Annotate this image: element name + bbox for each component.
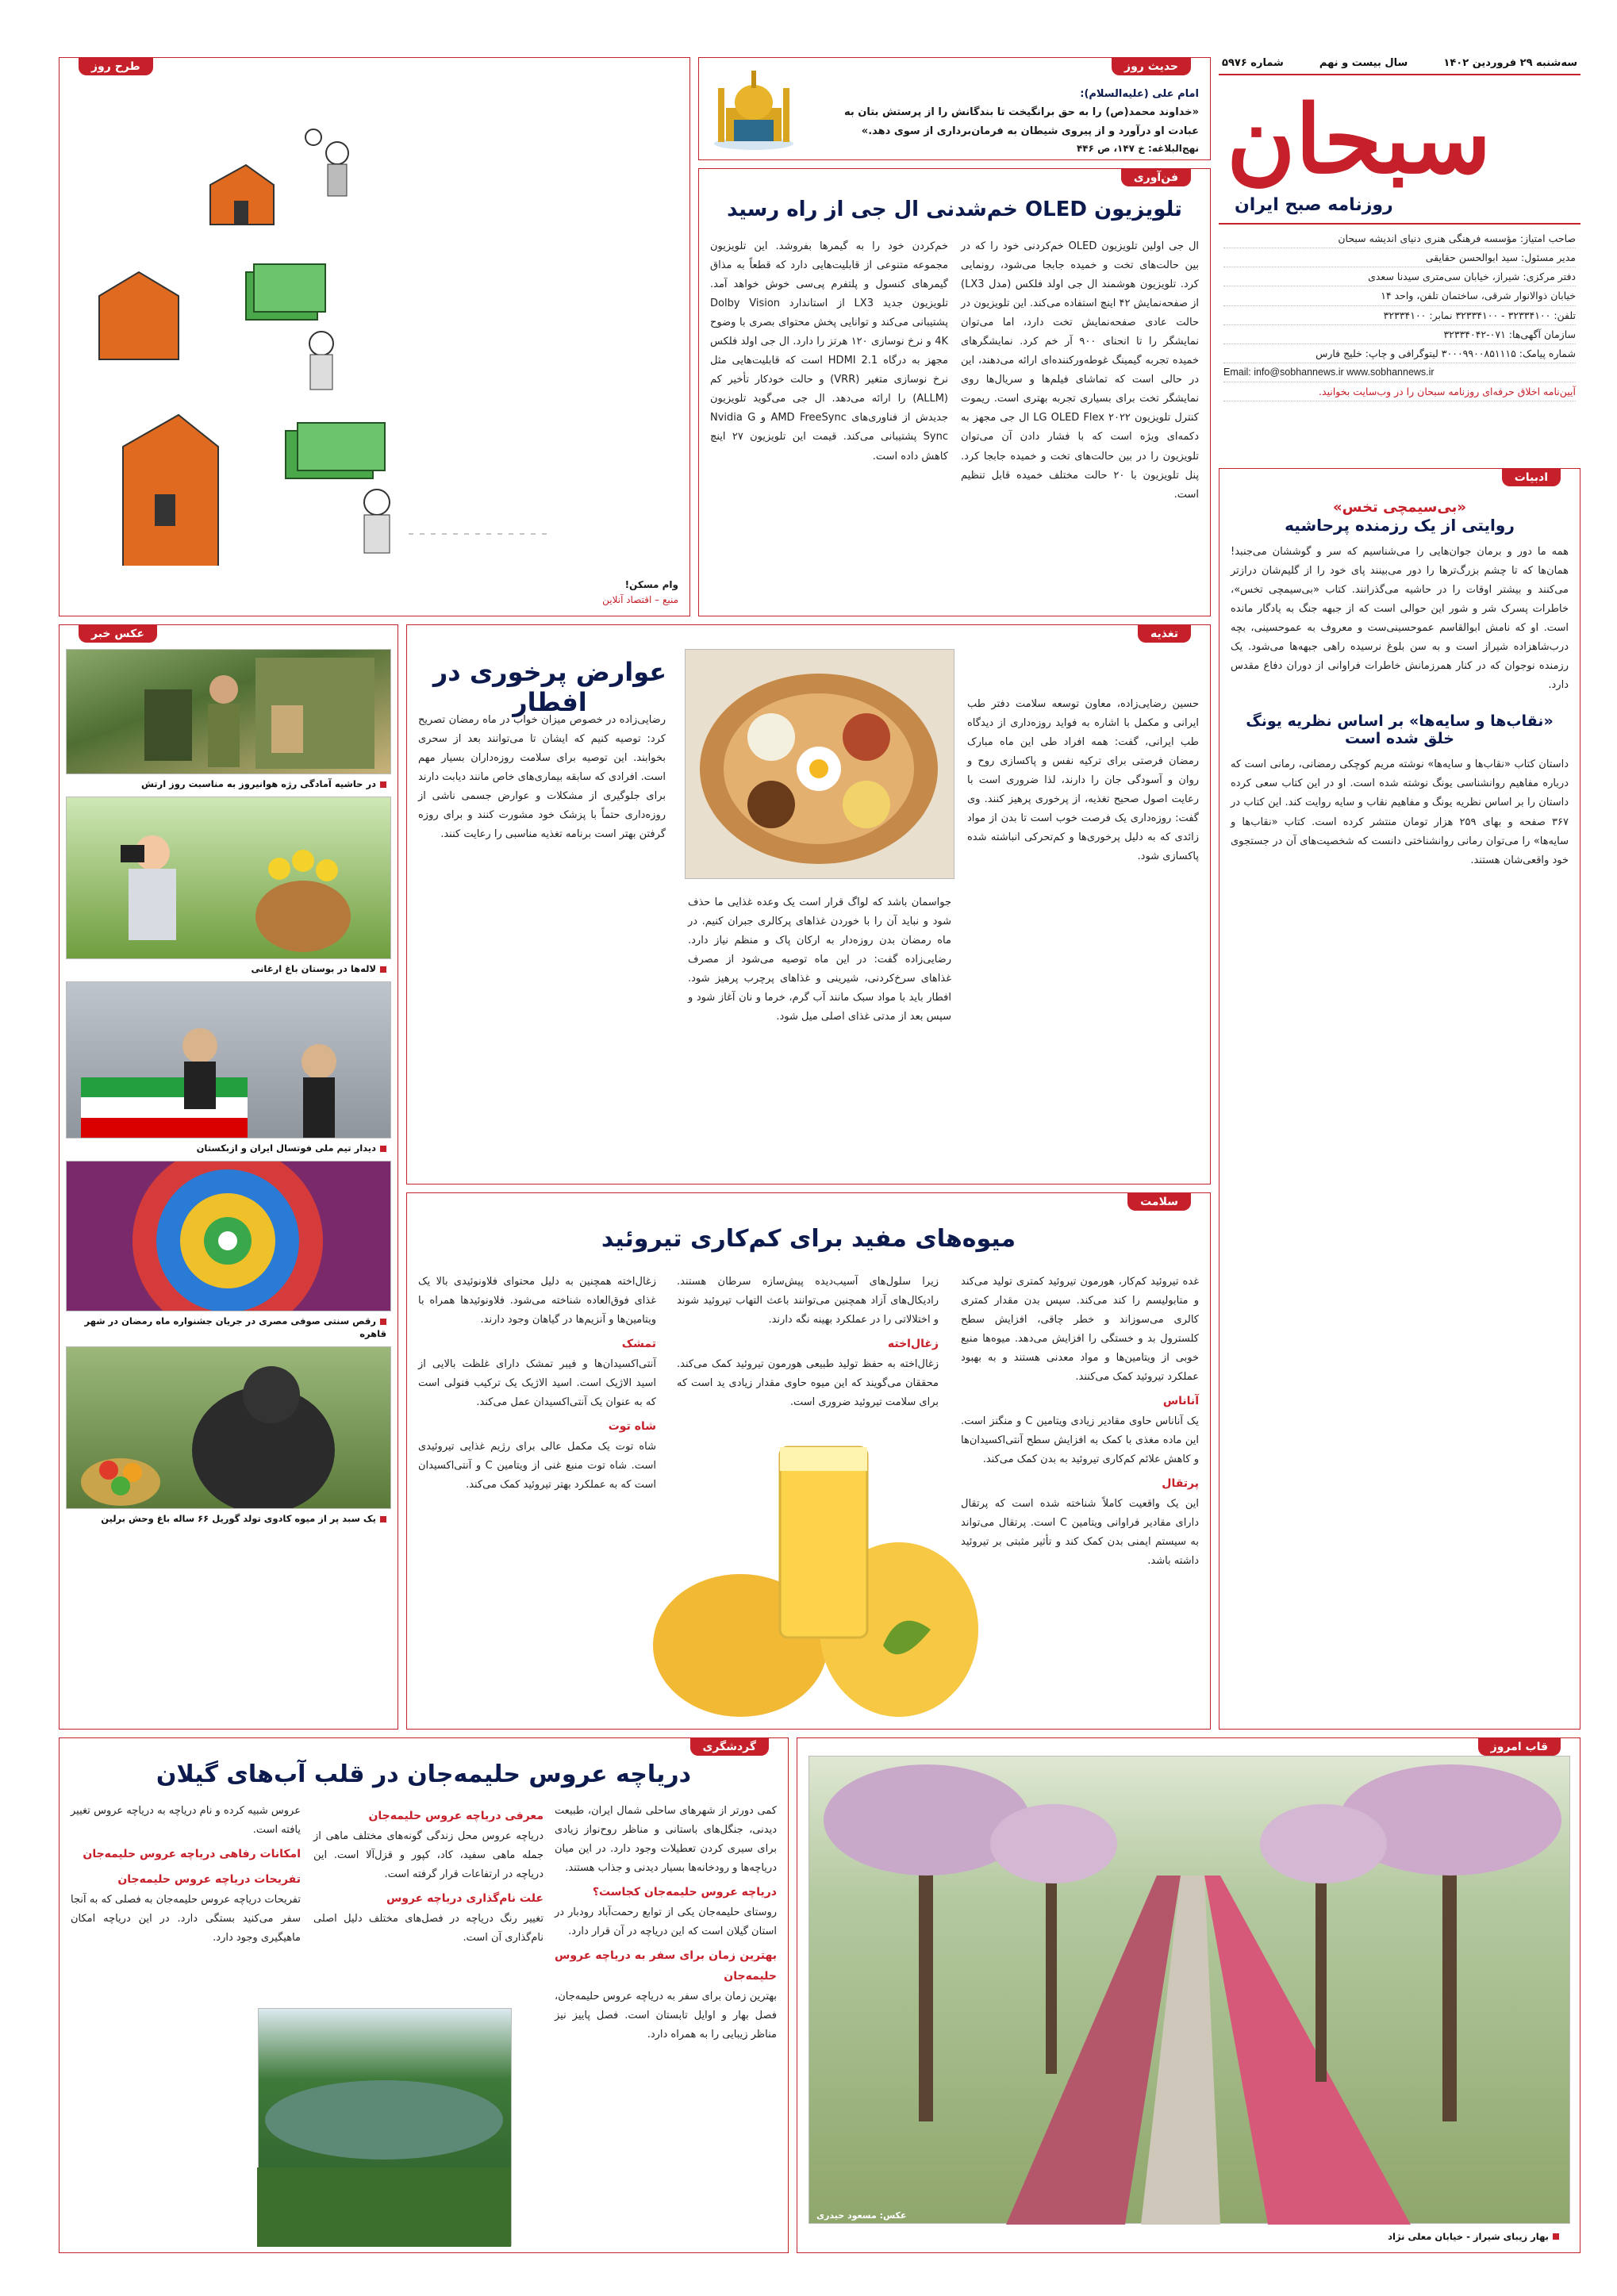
cartoon-image — [75, 90, 678, 566]
hadith-author: امام علی (علیه‌السلام): — [1080, 88, 1199, 100]
tech-col2: خم‌کردن خود را به گیمرها بفروشد. این تلویزیون مجموعه متنوعی از قابلیت‌هایی دارد که قطعاً به مذاق گیمرهای کنسول و پلتفرم پی‌سی خوش خواهد آمد. تلویزیون جدید LX3 از استاندارد Dolby Vision پشتیبانی می‌کند و توانایی پخش محتوای بصری با وضوح 4K و نرخ نوسازی ۱۲۰ هرتز را دارد. ال جی اولد فلکس مجهز به درگاه HDMI 2.1 است که قابلیت‌هایی مثل نرخ نوسازی متغیر (VRR) و حالت خودکار تأخیر کم (ALLM) را ارائه می‌دهد. ال جی می‌گوید تلویزیون جدیدش از فناوری‌های AMD FreeSync و Nvidia G Sync پشتیبانی می‌کند. قیمت این تلویزیون ۲۷ اینچ کاهش داده است. — [710, 240, 949, 463]
ghaza-tag: تغذیه — [1138, 625, 1191, 643]
tech-box — [698, 168, 1211, 616]
photo-futsal — [66, 981, 391, 1138]
salamat-sub5: شاه توت — [608, 1420, 656, 1434]
aks-caption-4: رقص سنتی صوفی مصری در جریان جشنواره ماه رمضان در شهر قاهره — [66, 1311, 391, 1346]
info-line: تلفن: ۳۲۳۳۴۱۰۰ - ۳۲۳۳۴۱۰۰ نمابر: ۳۲۳۳۴۱۰۰ — [1223, 306, 1576, 325]
info-line: صاحب امتیاز: مؤسسه فرهنگی هنری دنیای اندیشه سبحان — [1223, 229, 1576, 248]
tech-col1: ال جی اولین تلویزیون OLED خم‌کردنی خود را که در بین حالت‌های تخت و خمیده جابجا می‌شود، رونمایی کرد. تلویزیون هوشمند ال جی اولد فلکس (مدل LX3) از صفحه‌نمایش ۴۲ اینچ استفاده می‌کند. این تلویزیون در حالت عادی صفحه‌نمایش تخت دارد، اما می‌توان نمایشگر را تا انحنای ۹۰۰ آر خم کرد. نمایشگرهای خمیده تجربه گیمینگ غوطه‌ورکننده‌ای ارائه می‌دهند، این در حالی است که تماشای فیلم‌ها و سریال‌ها روی نمایشگر تخت برای بسیاری تجربه بهتری است. ریموت کنترل تلویزیون LG OLED Flex ۲۰۲۲ ال جی مجهز به دکمه‌ای ویژه است که با فشار دادن آن می‌توان تلویزیون را در بین حالت‌های تخت و خمیده جابجا کرد. پنل تلویزیون با ۲۰ حالت مختلف خمیده قابل تنظیم است. — [961, 240, 1200, 501]
aks-tag: عکس خبر — [79, 625, 157, 643]
gardeshgari-col1b: روستای حلیمه‌جان یکی از توابع رحمت‌آباد رودبار در استان گیلان است که این دریاچه در آن قرار دارد. — [555, 1906, 777, 1938]
photo-sufi — [66, 1161, 391, 1311]
adabiyat-text2: داستان کتاب «نقاب‌ها و سایه‌ها» نوشته مریم کوچکی رمضانی، رمانی است که درباره مفاهیم روانشناسی یونگ نوشته شده است. او در این کتاب سعی کرده داستان را بر اساس نظریه یونگ و مفاهیم نقاب و سایه روایت کند. این کتاب در ۳۶۷ صفحه و بهای ۲۵۹ هزار تومان منتشر کرده است. کتاب «نقاب‌ها و سایه‌ها» را می‌توان رمانی روانشناختی دانست که شخصیت‌های آن در جستجوی خود واقعی‌شان هستند. — [1231, 758, 1569, 866]
iftar-image — [685, 649, 954, 879]
salamat-col3: زغال‌اخته همچنین به دلیل محتوای فلاونوئیدی بالا یک غذای فوق‌العاده شناخته می‌شود. فلاونوئیدها همراه با ویتامین‌ها و آنزیم‌ها در گیاهان وجود دارند. — [418, 1276, 656, 1327]
info-line: مدیر مسئول: سید ابوالحسن حقایقی — [1223, 248, 1576, 267]
salamat-col2b: زغال‌اخته به حفظ تولید طبیعی هورمون تیروئید کمک می‌کند. محققان می‌گویند که این میوه حاوی مقدار زیادی ید است که برای سلامت تیروئید ضروری است. — [677, 1358, 939, 1409]
logo-text: سبحان — [1227, 84, 1492, 194]
salamat-col2: زیرا سلول‌های آسیب‌دیده پیش‌سازه سرطان هستند. رادیکال‌های آزاد همچنین می‌توانند باعث التهاب تیروئید شوند و اختلالاتی را در عملکرد بهینه نگه دارند. — [677, 1276, 939, 1327]
logo-sub: روزنامه صبح ایران — [1235, 195, 1393, 215]
ghaza-title: عوارض پرخوری در افطار — [432, 657, 667, 717]
qab-caption: بهار زیبای شیراز - خیابان معلی نژاد — [1383, 2227, 1564, 2249]
salamat-title: میوه‌های مفید برای کم‌کاری تیروئید — [601, 1225, 1016, 1253]
gardeshgari-col1c: بهترین زمان برای سفر به دریاچه عروس حلیمه‌جان، فصل بهار و اوایل تابستان است. فصل پاییز نیز مناظر زیبایی را به همراه دارد. — [555, 1990, 777, 2041]
ghaza-col2: جواسمان باشد که لواگ قرار است یک وعده غذایی ما حذف شود و نباید آن را با خوردن غذاهای پرکالری جبران کنیم. در ماه رمضان بدن روزه‌دار به ارکان پاک و منظم نیاز دارد. رضایی‌زاده گفت: در این ماه توصیه می‌شود از مصرف غذاهای سرخ‌کردنی، شیرینی و غذاهای پرچرب پرهیز شود. افطار باید با مواد سبک مانند آب گرم، خرما و نان آغاز شود و سپس بعد از مدتی غذای اصلی میل شود. — [688, 897, 951, 1023]
salamat-col3c: شاه توت یک مکمل عالی برای رژیم غذایی تیروئیدی است. شاه توت منبع غنی از ویتامین C و آنتی‌اکسیدان است که به عملکرد بهتر تیروئید کمک می‌کند. — [418, 1441, 656, 1492]
gardeshgari-title: دریاچه عروس حلیمه‌جان در قلب آب‌های گیلان — [156, 1760, 692, 1788]
hadith-source: نهج‌البلاغه: خ ۱۴۷، ص ۴۴۶ — [1076, 143, 1199, 155]
gardeshgari-col2: دریاچه عروس محل زندگی گونه‌های مختلف ماهی از جمله ماهی سفید، کاد، کپور و قزل‌آلا است. این دریاچه در ارتفاعات قرار گرفته است. — [313, 1830, 543, 1880]
info-line: آیین‌نامه اخلاق حرفه‌ای روزنامه سبحان را در وب‌سایت بخوانید. — [1223, 382, 1576, 401]
hadith-box — [698, 57, 1211, 160]
tech-tag: فن‌آوری — [1121, 169, 1191, 186]
salamat-sub3: زغال‌اخته — [887, 1338, 939, 1351]
photo-gorilla — [66, 1346, 391, 1509]
adabiyat-title1: روایتی از یک رزمنده پرحاشیه — [1285, 516, 1515, 535]
gardeshgari-sub5: امکانات رفاهی دریاچه عروس حلیمه‌جان — [83, 1848, 301, 1861]
gardeshgari-col3b: تفریحات دریاچه عروس حلیمه‌جان به فصلی که به آنجا سفر می‌کنید بستگی دارد. در این دریاچه امکان ماهیگیری وجود دارد. — [71, 1893, 301, 1944]
hadith-tag: حدیث روز — [1112, 58, 1191, 75]
year-line: سال بیست و نهم — [1319, 57, 1408, 69]
aks-caption-3: دیدار تیم ملی فوتسال ایران و ازبکستان — [66, 1138, 391, 1161]
salamat-col1c: این یک واقعیت کاملاً شناخته شده است که پرتقال دارای مقادیر فراوانی ویتامین C است. پرتقال می‌تواند به سیستم ایمنی بدن کمک کند و تأثیر مثبتی بر تیروئید داشته باشد. — [961, 1498, 1199, 1568]
adabiyat-text1: همه ما دور و برمان جوان‌هایی را می‌شناسیم که سر و گوششان می‌جنبد! همان‌ها که تا چشم بزرگ‌ترها را دور می‌بینند پای خود را از گلیم‌شان درازتر می‌کنند و بیشتر اوقات را در حاشیه می‌گذرانند. کتاب «بی‌سیمچی تخس»، خاطرات پسرک شر و شور این حوالی است که از جبهه جنگ به یادگار مانده است. او که نامش ابوالقاسم عموحسینی‌ست و معروف به عموحسینی، بچه درب‌شاهزاده شیراز است و به سن بلوغ نرسیده راهی جبهه‌ها می‌شود. یک رزمنده نوجوان که در کنار همرزمانش خاطرات فراوانی از دوران دفاع مقدس دارد. — [1231, 546, 1569, 692]
gardeshgari-tag: گردشگری — [690, 1738, 769, 1756]
salamat-sub1: آناناس — [1162, 1395, 1199, 1408]
salamat-col3b: آنتی‌اکسیدان‌ها و فیبر تمشک دارای غلظت بالایی از اسید الاژیک است. اسید الاژیک یک ترکیب فنولی است که به عنوان یک آنتی‌اکسیدان عمل می‌کند. — [418, 1358, 656, 1409]
salamat-col1: غده تیروئید کم‌کار، هورمون تیروئید کمتری تولید می‌کند و متابولیسم را کند می‌کند. سپس بدن مقدار کمتری کالری می‌سوزاند و خطر چاقی، افزایش سطح کلسترول بد و خستگی را افزایش می‌دهد. میوه‌ها منبع خوبی از ویتامین‌ها و مواد معدنی هستند و به بهبود عملکرد تیروئید کمک می‌کنند. — [961, 1276, 1199, 1384]
info-line: شماره پیامک: ۳۰۰۰۹۹۰۰۸۵۱۱۱۵ لیتوگرافی و چاپ: خلیج فارس — [1223, 344, 1576, 363]
gardeshgari-col1: کمی دورتر از شهرهای ساحلی شمال ایران، طبیعت دیدنی، جنگل‌های باستانی و مناظر روح‌نواز زیادی برای سیری کردن تعطیلات وجود دارد. در این میان دریاچه‌ها و رودخانه‌ها بسیار دیدنی و جذاب هستند. — [555, 1805, 777, 1875]
info-line: Email: info@sobhannews.ir www.sobhannews.ir — [1223, 363, 1576, 382]
gardeshgari-col2b: تغییر رنگ دریاچه در فصل‌های مختلف دلیل اصلی نام‌گذاری آن است. — [313, 1912, 543, 1944]
salamat-sub4: تمشک — [621, 1338, 656, 1351]
adabiyat-title2: «نقاب‌ها و سایه‌ها» بر اساس نظریه یونگ خلق شده است — [1246, 712, 1554, 748]
qab-box — [797, 1737, 1581, 2253]
aks-caption-5: یک سبد پر از میوه کادوی تولد گوریل ۶۶ ساله باغ وحش برلین — [66, 1509, 391, 1531]
tech-title: تلویزیون OLED خم‌شدنی ال جی از راه رسید — [727, 198, 1182, 221]
logo — [1219, 74, 1581, 225]
salamat-sub2: پرتقال — [1162, 1477, 1199, 1491]
cartoon-tag: طرح روز — [79, 58, 153, 75]
shrine-image — [710, 64, 797, 152]
gardeshgari-col3: عروس شبیه کرده و نام دریاچه به دریاچه عروس تغییر یافته است. — [71, 1805, 301, 1837]
aks-caption-1: در حاشیه آمادگی رژه هوانیروز به مناسبت روز ارتش — [66, 774, 391, 797]
salamat-tag: سلامت — [1127, 1193, 1191, 1211]
ghaza-box — [406, 624, 1211, 1184]
gardeshgari-sub3: معرفی دریاچه عروس حلیمه‌جان — [368, 1810, 543, 1822]
ghaza-col3: رضایی‌زاده در خصوص میزان خواب در ماه رمضان تصریح کرد: توصیه کنیم که ایشان تا می‌توانند بعد از سحری بخوابند. این توصیه برای سلامت روزه‌داران بسیار مهم است. افرادی که سابقه بیماری‌های خاص مانند دیابت دارند برای جلوگیری از مشکلات و عوارض جسمی ناشی از روزه‌داری حتماً با پزشک خود مشورت کنند و برای روزه گرفتن بهتر است برنامه تغذیه مناسبی را رعایت کنند. — [418, 714, 666, 841]
hadith-text: «خداوند محمد(ص) را به حق برانگیخت تا بندگانش را از پرستش بتان به عبادت او درآورد و از پیروی شیطان به فرمان‌برداری از سوی دهد.» — [843, 106, 1199, 137]
photo-army — [66, 649, 391, 774]
info-line: سازمان آگهی‌ها: ۰۷۱-۳۲۳۳۴۰۴۲ — [1223, 325, 1576, 344]
gardeshgari-sub6: تفریحات دریاچه عروس حلیمه‌جان — [117, 1872, 301, 1886]
masthead — [1219, 57, 1581, 465]
adabiyat-tag: ادبیات — [1502, 469, 1561, 486]
masthead-info — [1219, 225, 1581, 406]
gardeshgari-box — [59, 1737, 789, 2253]
adabiyat-box — [1219, 468, 1581, 1730]
gardeshgari-sub1: دریاچه عروس حلیمه‌جان کجاست؟ — [592, 1886, 777, 1899]
aks-box — [59, 624, 398, 1730]
lake-photo — [258, 2008, 512, 2246]
salamat-col1b: یک آناناس حاوی مقادیر زیادی ویتامین C و منگنز است. این ماده مغذی با کمک به افزایش سطح آنتی‌اکسیدان‌ها و کاهش علائم کم‌کاری تیروئید به بدن کمک می‌کند. — [961, 1415, 1199, 1466]
aks-caption-2: لاله‌ها در بوستان باغ ارغانی — [66, 959, 391, 981]
qab-tag: قاب امروز — [1478, 1738, 1561, 1756]
cartoon-caption-title: وام مسکن! — [624, 578, 678, 590]
gardeshgari-sub2: بهترین زمان برای سفر به دریاچه عروس حلیمه‌جان — [555, 1949, 777, 1983]
street-photo — [808, 1756, 1570, 2224]
salamat-box — [406, 1192, 1211, 1730]
gardeshgari-sub4: علت نام‌گذاری دریاچه عروس — [386, 1892, 543, 1906]
adabiyat-title1-top: «بی‌سیمچی تخس» — [1333, 499, 1466, 516]
info-line: خیابان ذوالانوار شرقی، ساختمان تلفن، واحد ۱۴ — [1223, 286, 1576, 305]
issue-line: شماره ۵۹۷۶ — [1222, 57, 1284, 69]
photo-tulips — [66, 797, 391, 959]
date-line: سه‌شنبه ۲۹ فروردین ۱۴۰۲ — [1443, 57, 1577, 69]
masthead-date-row — [1219, 57, 1581, 69]
juice-image — [645, 1392, 978, 1725]
ghaza-col1: حسین رضایی‌زاده، معاون توسعه سلامت دفتر طب ایرانی و مکمل با اشاره به فواید روزه‌داری از دیدگاه طب ایرانی، گفت: همه افراد طی این ماه مبارک رمضان فرصتی برای ترکیه نفس و پاکسازی روح و روان و آسودگی جان را دارند، لذا ضروری است با رعایت اصول صحیح تغذیه، از پرخوری پرهیز کنند. وی گفت: روزه‌داری یک فرصت خوب است تا بدن از مواد زائدی که به دلیل پرخوری‌ها و کم‌تحرکی انباشته شده پاکسازی شود. — [967, 698, 1199, 863]
qab-credit: عکس: مسعود حیدری — [816, 2210, 907, 2221]
cartoon-caption-source: منبع – اقتصاد آنلاین — [602, 593, 678, 605]
info-line: دفتر مرکزی: شیراز، خیابان سی‌متری سیدنا سعدی — [1223, 267, 1576, 286]
cartoon-box — [59, 57, 690, 616]
